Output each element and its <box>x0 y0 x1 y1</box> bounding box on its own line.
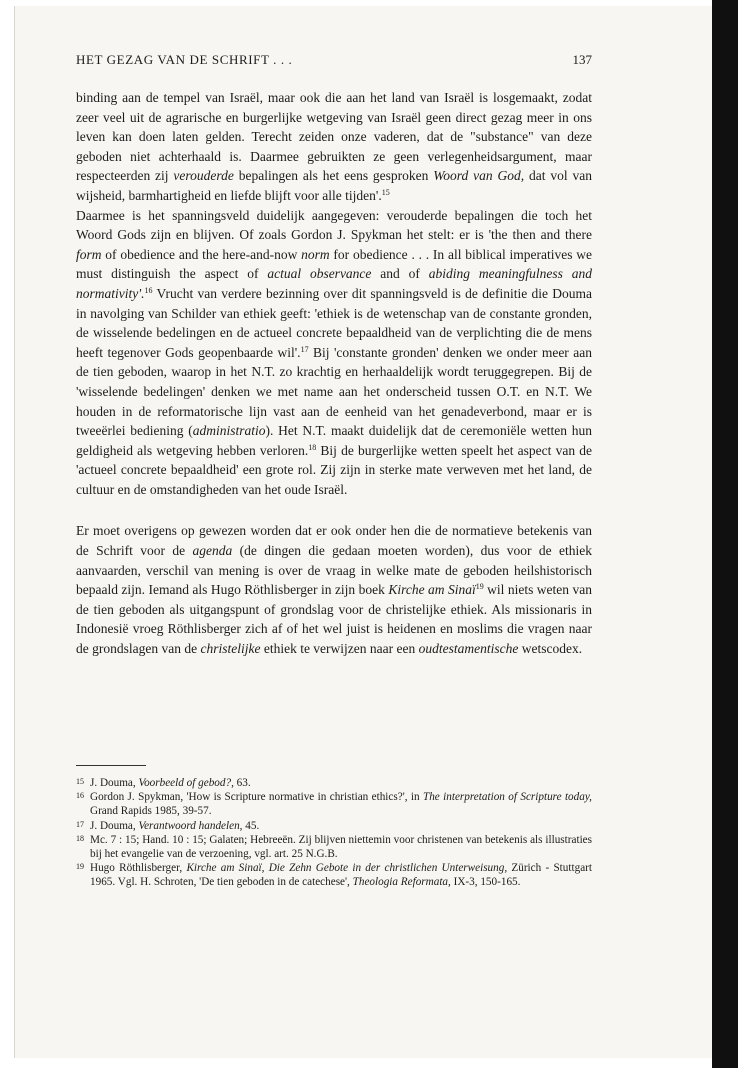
italic-run: oudtestamentische <box>418 641 519 657</box>
italic-run: form <box>76 246 102 262</box>
italic-run: actual observance <box>267 266 372 282</box>
text-run: Zürich - Stuttgart 1965. Vgl. H. Schroten, 'De tien geboden in de catechese', <box>90 862 592 889</box>
page-header <box>76 52 592 68</box>
text-run: dat vol van wijsheid, barmhartigheid en liefde blijft voor alle tijden'. <box>76 168 592 203</box>
text-run: for obedience . . . In all biblical imperatives we must distinguish the aspect of <box>76 246 592 282</box>
text-run: Er moet overigens op gewezen worden dat er ook onder hen die de normatieve betekenis van de Schrift voor de <box>76 523 592 559</box>
paragraph-2 <box>76 206 592 500</box>
italic-run: agenda <box>192 543 233 559</box>
page-number: 137 <box>572 52 592 67</box>
footnote-ref-16[interactable]: 16 <box>144 285 153 295</box>
italic-run: The interpretation of Scripture today, <box>422 791 592 804</box>
footnote-15 <box>76 776 592 790</box>
footnote-ref-19[interactable]: 19 <box>475 582 484 592</box>
text-run: Hugo Röthlisberger, <box>90 862 187 875</box>
text-run: (de dingen die gedaan moeten worden), dus voor de ethiek aanvaarden, verschil van mening is over de vraag in welke mate de geboden heilshistorisch bepaald zijn. Iemand als Hugo Röthlisberger in zijn boek <box>76 543 592 598</box>
footnote-number: 18 <box>76 833 84 843</box>
footnotes <box>76 776 592 890</box>
italic-run: christelijke <box>200 641 261 657</box>
scan-edge <box>712 0 738 1068</box>
text-run: of obedience and the here-and-now <box>101 246 302 262</box>
running-head: HET GEZAG VAN DE SCHRIFT . . . <box>76 52 293 67</box>
italic-run: administratio <box>192 423 266 439</box>
italic-run: verouderde <box>173 168 234 184</box>
text-run: Mc. 7 : 15; Hand. 10 : 15; Galaten; Hebreeën. Zij blijven niettemin voor christenen van betekenis als illustraties bij het evangelie van de verzoening, vgl. art. 25 N.G.B. <box>90 833 592 861</box>
text-run: IX-3, 150-165. <box>450 876 521 889</box>
italic-run: Woord van God, <box>433 168 525 184</box>
italic-run: abiding meaningfulness and normativity'. <box>76 266 592 301</box>
text-run: 63. <box>233 777 251 789</box>
body-text <box>76 88 592 659</box>
footnote-number: 15 <box>76 777 84 786</box>
footnote-number: 19 <box>76 862 84 872</box>
text-run: Gordon J. Spykman, 'How is Scripture normative in christian ethics?', in <box>90 791 423 804</box>
footnote-number: 16 <box>76 791 84 801</box>
text-run: ). Het N.T. maakt duidelijk dat de ceremoniële wetten hun geldigheid als wetgeving hebben verloren. <box>76 423 592 458</box>
text-run: binding aan de tempel van Israël, maar ook die aan het land van Israël is losgemaakt, zodat zeer veel uit de agrarische en burgerlijke wetgeving van Israël geen direct gezag meer in ons leven kan doen laten gelden. Terecht zeiden onze vaderen, dat de "substance" van deze geboden niet achterhaald is. Daarmee gebruikten ze geen verlegenheidsargument, maar respecteerden zij <box>76 90 592 184</box>
footnote-19 <box>76 861 592 889</box>
footnote-ref-17[interactable]: 17 <box>300 344 309 354</box>
footnote-divider <box>76 765 146 766</box>
text-run: Grand Rapids 1985, 39-57. <box>90 805 212 818</box>
text-run: bepalingen als het eens gesproken <box>233 168 434 184</box>
text-run: Vrucht van verdere bezinning over dit spanningsveld is de definitie die Douma in navolging van Schilder van ethiek geeft: 'ethiek is de wetenschap van de constante gronden, de wisselende bedelingen en de actueel concrete bepaaldheid van de verplichting die de mens heeft tegenover Gods geopenbaarde wil'. <box>76 285 592 360</box>
text-run: J. Douma, <box>90 777 139 789</box>
text-run: Bij de burgerlijke wetten speelt het aspect van de 'actueel concrete bepaaldheid' een grote rol. Zij zijn in sterke mate verweven met het land, de cultuur en de omstandigheden van het oude Israël. <box>76 442 592 497</box>
footnote-ref-18[interactable]: 18 <box>308 442 317 452</box>
footnote-ref-15[interactable]: 15 <box>381 187 390 197</box>
italic-run: Voorbeeld of gebod?, <box>138 777 234 789</box>
paragraph-1 <box>76 88 592 206</box>
text-run: Daarmee is het spanningsveld duidelijk aangegeven: verouderde bepalingen die toch het Woord Gods zijn en blijven. Of zoals Gordon J. Spykman het stelt: er is 'the then and there <box>76 207 592 243</box>
italic-run: Verantwoord handelen, <box>138 819 243 832</box>
italic-run: Kirche am Sinaï, Die Zehn Gebote in der christlichen Unterweisung, <box>186 862 508 875</box>
italic-run: norm <box>301 246 330 262</box>
italic-run: Kirche am Sinaï <box>388 582 476 598</box>
footnote-16 <box>76 790 592 818</box>
footnote-17 <box>76 819 592 833</box>
text-run: J. Douma, <box>90 819 139 832</box>
footnote-number: 17 <box>76 819 84 829</box>
italic-run: Theologia Reformata, <box>352 876 451 889</box>
text-run: ethiek te verwijzen naar een <box>260 641 419 657</box>
footnote-18 <box>76 833 592 861</box>
text-run: and of <box>371 266 429 282</box>
text-run: wil niets weten van de tien geboden als uitgangspunt of grondslag voor de christelijke ethiek. Als missionaris in Indonesië vroeg Röthlisberger zich af of het wel juist is heidenen en moslims die vragen naar de grondslagen van de <box>76 582 592 657</box>
text-run: Bij 'constante gronden' denken we onder meer aan de tien geboden, waarop in het N.T. zo krachtig en herhaaldelijk wordt teruggegrepen. Bij de 'wisselende bedelingen' denken we met name aan het onderscheid tussen O.T. en N.T. We houden in de reformatorische lijn vast aan de eenheid van het genadeverbond, maar er is tweeërlei bediening ( <box>76 344 592 439</box>
text-run: wetscodex. <box>518 641 583 657</box>
paragraph-3 <box>76 521 592 658</box>
text-run: 45. <box>242 819 260 832</box>
